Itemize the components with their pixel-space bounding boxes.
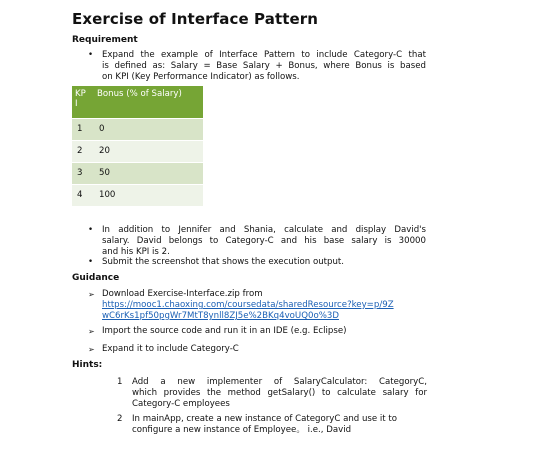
hint-item [117, 414, 427, 438]
table-header-bonus: Bonus (% of Salary) [94, 86, 203, 118]
bullet-line: salary. David belongs to Category-C and his base salary is 30000 [102, 236, 426, 246]
table-header-row [72, 86, 203, 118]
requirement-bullet [88, 257, 428, 269]
table-header-kpi: KP I [72, 86, 94, 118]
guidance-heading: Guidance [72, 273, 120, 283]
table-row [72, 184, 203, 206]
table-row [72, 118, 203, 140]
hint-line: configure a new instance of Employee。 i.e., David [132, 425, 352, 435]
bullet-line: In addition to Jennifer and Shania, calculate and display David's [102, 225, 426, 235]
page-title: Exercise of Interface Pattern [72, 10, 319, 28]
arrow-bullet-icon: ➢ [88, 290, 95, 299]
download-link[interactable]: https://mooc1.chaoxing.com/coursedata/sharedResource?key=p/9Z [102, 300, 394, 310]
bullet-line: and his KPI is 2. [102, 247, 170, 257]
table-cell-bonus: 100 [94, 184, 203, 206]
guidance-text: Expand it to include Category-C [102, 344, 239, 354]
guidance-text: Download Exercise-Interface.zip from [102, 289, 263, 299]
arrow-bullet-icon: ➢ [88, 327, 95, 336]
bullet-icon: • [88, 225, 94, 235]
hint-number: 2 [117, 414, 123, 424]
table-cell-bonus: 20 [94, 140, 203, 162]
hint-line: In mainApp, create a new instance of CategoryC and use it to [132, 414, 398, 424]
hint-line: Add a new implementer of SalaryCalculator: CategoryC, [132, 377, 427, 387]
table-cell-kpi: 1 [72, 118, 94, 140]
bullet-line: Expand the example of Interface Pattern to include Category-C that [102, 50, 426, 60]
bullet-line: on KPI (Key Performance Indicator) as follows. [102, 72, 300, 82]
table-cell-kpi: 4 [72, 184, 94, 206]
bullet-icon: • [88, 50, 94, 60]
bullet-line: is defined as: Salary = Base Salary + Bonus, where Bonus is based [102, 61, 426, 71]
guidance-text: Import the source code and run it in an IDE (e.g. Eclipse) [102, 326, 347, 336]
requirement-bullet [88, 225, 428, 259]
hints-heading: Hints: [72, 360, 103, 370]
hint-line: which provides the method getSalary() to calculate salary for [132, 388, 427, 398]
hint-number: 1 [117, 377, 123, 387]
hint-item [117, 377, 427, 411]
table-cell-bonus: 0 [94, 118, 203, 140]
table-row [72, 140, 203, 162]
kpi-bonus-table [72, 86, 203, 206]
table-cell-kpi: 2 [72, 140, 94, 162]
table-cell-kpi: 3 [72, 162, 94, 184]
bullet-line: Submit the screenshot that shows the execution output. [102, 257, 345, 267]
download-link-continued[interactable]: wC6rKs1pf50pgWr7MtT8ynll8ZJ5e%2BKq4voUQ0o%3D [102, 311, 339, 321]
arrow-bullet-icon: ➢ [88, 345, 95, 354]
table-row [72, 162, 203, 184]
table-cell-bonus: 50 [94, 162, 203, 184]
hint-line: Category-C employees [132, 399, 230, 409]
requirement-bullet [88, 50, 428, 84]
bullet-icon: • [88, 257, 94, 267]
requirement-heading: Requirement [72, 35, 138, 45]
